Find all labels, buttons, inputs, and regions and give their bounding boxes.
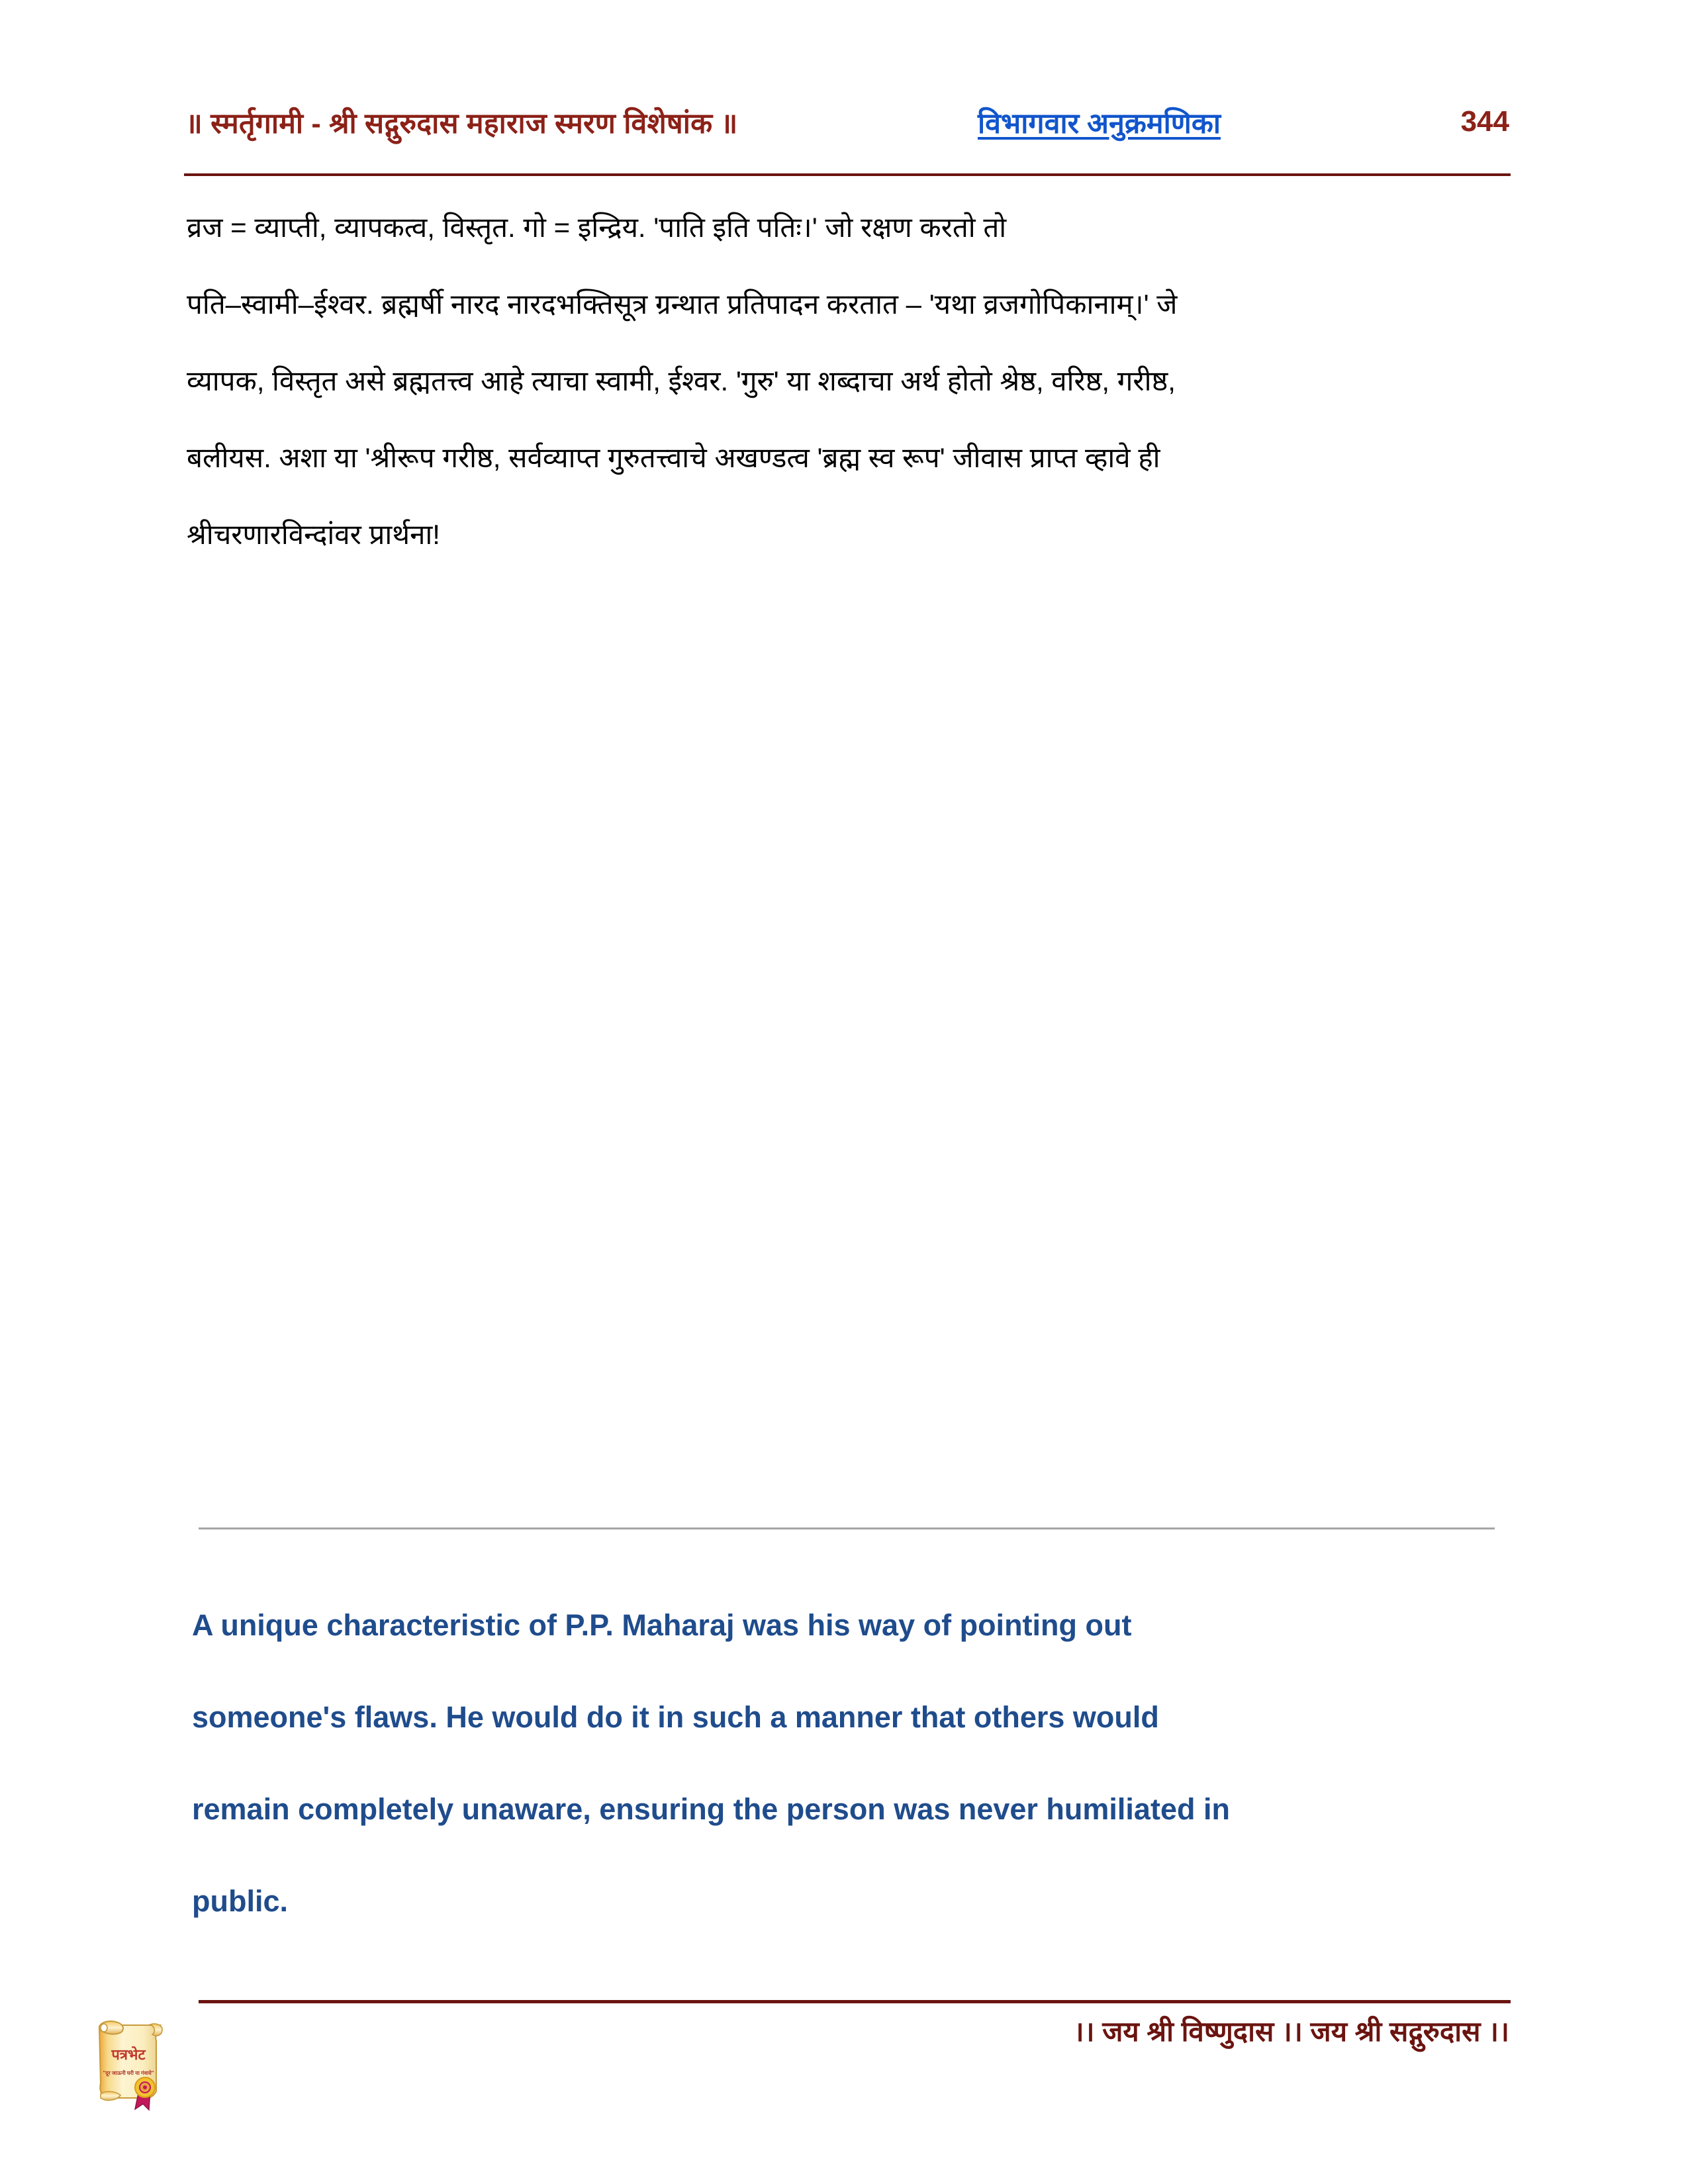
marathi-line: व्यापक, विस्तृत असे ब्रह्मतत्त्व आहे त्याचा स्वामी, ईश्वर. 'गुरु' या शब्दाचा अर्थ होतो श्रेष्ठ, वरिष्ठ, गरीष्ठ, xyxy=(187,365,1176,396)
scroll-icon xyxy=(82,2007,181,2113)
section-divider xyxy=(199,1527,1495,1529)
page-header xyxy=(185,91,1509,152)
english-quote-block xyxy=(192,1579,1509,1947)
english-quote-line: remain completely unaware, ensuring the person was never humiliated in xyxy=(192,1792,1230,1826)
marathi-line: व्रज = व्याप्ती, व्यापकत्व, विस्तृत. गो = इन्द्रिय. 'पाति इति पतिः।' जो रक्षण करतो तो xyxy=(187,212,1007,243)
index-link[interactable]: विभागवार अनुक्रमणिका xyxy=(977,107,1221,140)
english-quote-line: someone's flaws. He would do it in such a manner that others would xyxy=(192,1700,1159,1734)
marathi-line: बलीयस. अशा या 'श्रीरूप गरीष्ठ, सर्वव्याप्त गुरुतत्त्वाचे अखण्डत्व 'ब्रह्म स्व रूप' जीवास प्राप्त व्हावे ही xyxy=(187,442,1160,473)
marathi-line: पति–स्वामी–ईश्वर. ब्रह्मर्षी नारद नारदभक्तिसूत्र ग्रन्थात प्रतिपादन करतात – 'यथा व्रजगोपिकानाम्।' जे xyxy=(187,289,1178,320)
footer-blessing-text: ।। जय श्री विष्णुदास ।। जय श्री सद्गुरुदास ।। xyxy=(1073,2016,1509,2047)
logo-title: पत्रभेट xyxy=(111,2046,146,2063)
header-divider xyxy=(184,173,1511,176)
page-number: 344 xyxy=(1460,105,1509,138)
header-title: ॥ स्मर्तृगामी - श्री सद्गुरुदास महाराज स्मरण विशेषांक ॥ xyxy=(185,107,738,140)
marathi-body-text xyxy=(187,189,1511,573)
patrabhet-logo xyxy=(82,2007,181,2113)
footer-divider xyxy=(199,2000,1511,2003)
logo-tagline: "दूर जाऊनी घरी या गंवाये" xyxy=(103,2070,154,2076)
marathi-line: श्रीचरणारविन्दांवर प्रार्थना! xyxy=(187,519,440,550)
english-quote-line: public. xyxy=(192,1884,288,1918)
english-quote-line: A unique characteristic of P.P. Maharaj was his way of pointing out xyxy=(192,1608,1132,1642)
